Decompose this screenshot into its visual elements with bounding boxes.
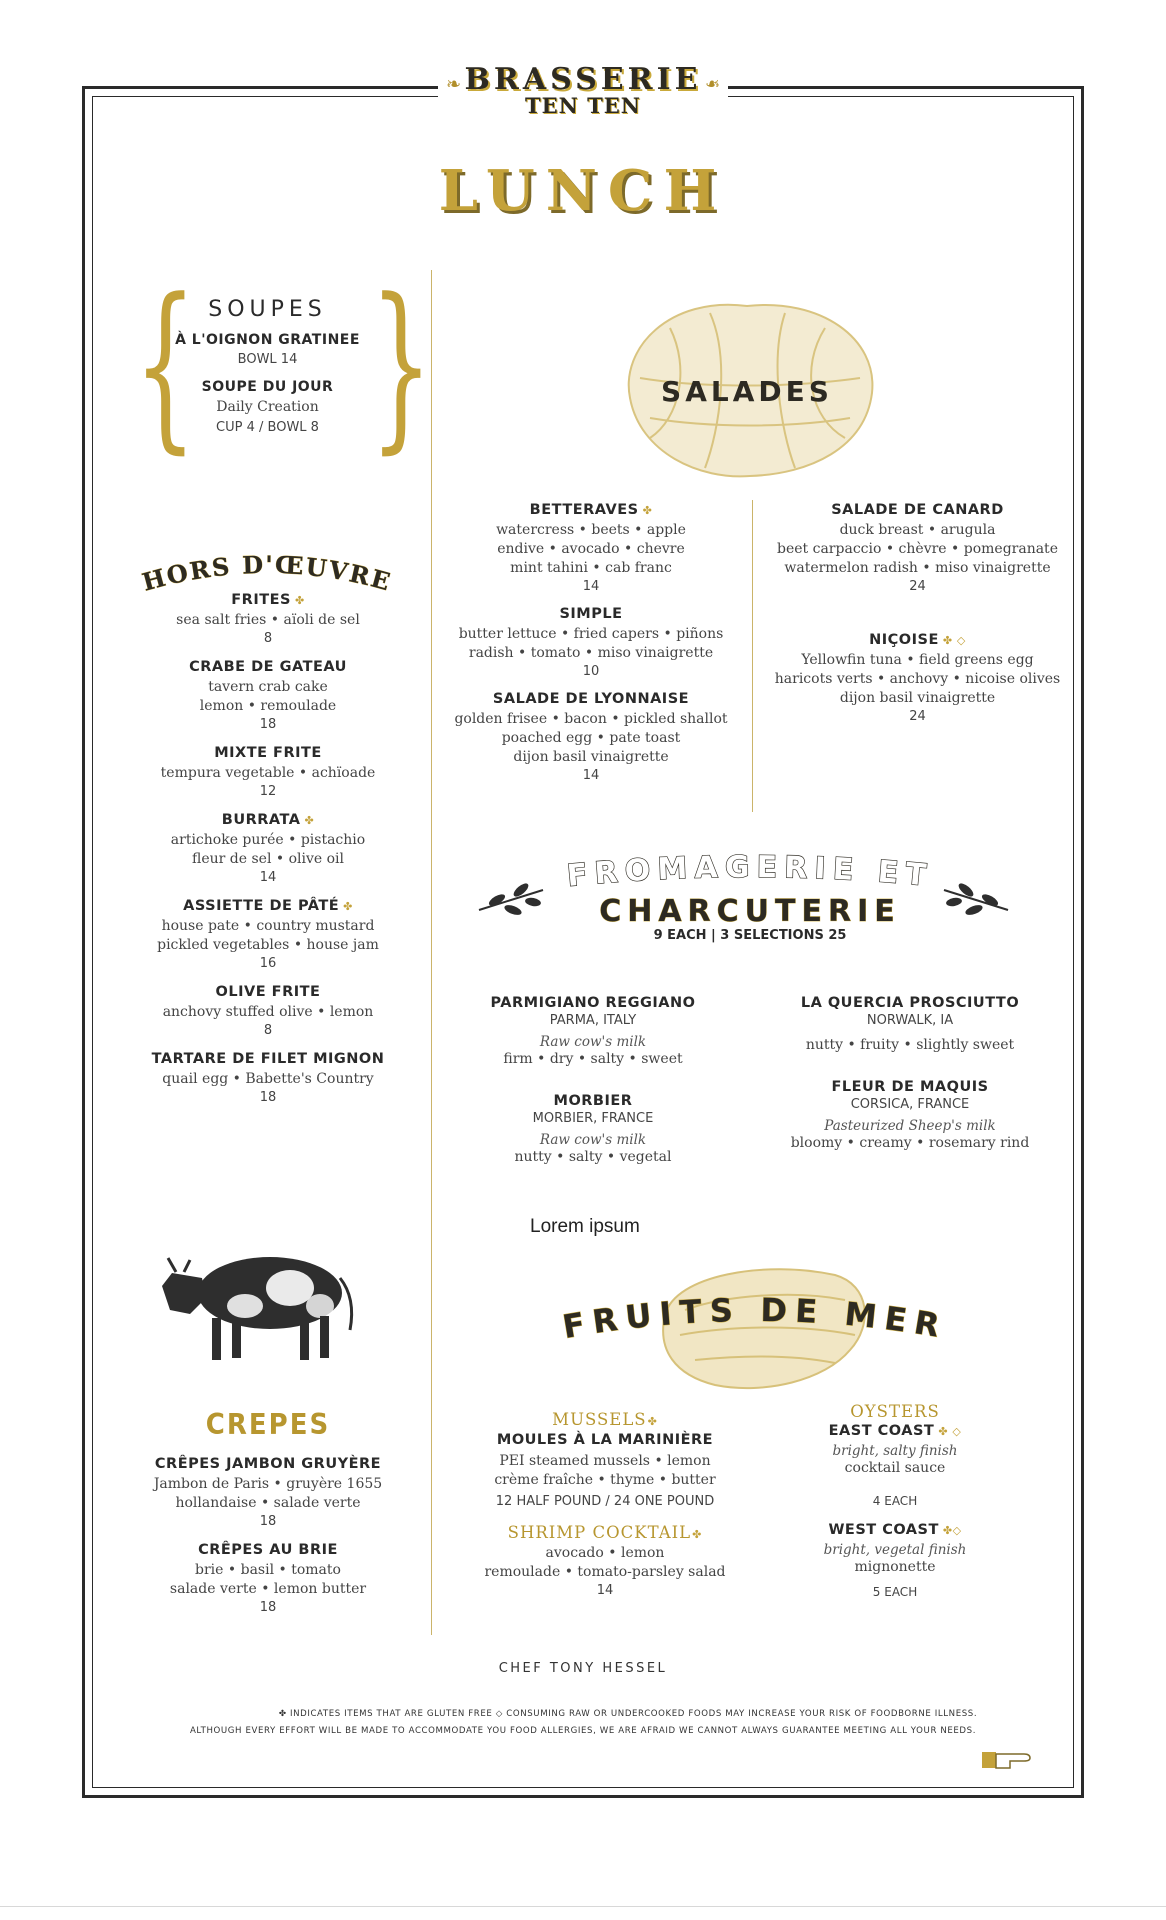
salades-heading: SALADES xyxy=(661,375,833,408)
salades-right-list xyxy=(765,502,1070,762)
item-name-text: BETTERAVES xyxy=(529,502,639,518)
item-price: 10 xyxy=(582,664,600,679)
item-desc: house pate • country mustard xyxy=(161,918,375,934)
item-name xyxy=(148,898,388,914)
item-desc: mint tahini • cab franc xyxy=(510,560,672,576)
item-desc: brie • basil • tomato xyxy=(195,1562,341,1578)
item-desc: radish • tomato • miso vinaigrette xyxy=(468,645,714,661)
gluten-free-icon: ✤ ◇ xyxy=(938,1425,962,1438)
item-desc: Yellowfin tuna • field greens egg xyxy=(801,652,1034,668)
fromagerie-pricing: 9 EACH | 3 SELECTIONS 25 xyxy=(653,928,847,943)
cheese-origin: NORWALK, IA xyxy=(866,1013,954,1028)
item-desc: haricots verts • anchovy • nicoise olives xyxy=(774,671,1061,687)
menu-item xyxy=(445,606,737,679)
allergy-disclaimer: ALTHOUGH EVERY EFFORT WILL BE MADE TO ACCOMMODATE YOU FOOD ALLERGIES, WE ARE AFRAID WE CANNOT ALWAYS GUARANTEE MEETING ALL YOUR NEEDS. xyxy=(189,1726,977,1736)
hors-list xyxy=(148,592,388,1118)
cheese-item xyxy=(458,1093,728,1167)
item-name-text: CRÊPES JAMBON GRUYÈRE xyxy=(154,1456,382,1472)
footer-notes xyxy=(110,1706,1056,1740)
item-name xyxy=(445,606,737,622)
fromagerie-heading xyxy=(540,846,960,926)
cheese-item xyxy=(760,995,1060,1055)
item-price: 18 xyxy=(259,1600,277,1615)
mussels-section xyxy=(455,1410,755,1598)
gluten-free-icon: ✤ xyxy=(692,1528,703,1541)
item-price: 14 xyxy=(582,579,600,594)
bracket-right-icon: } xyxy=(369,261,433,470)
item-desc: tempura vegetable • achïoade xyxy=(160,765,376,781)
item-price: 14 xyxy=(582,768,600,783)
item-desc: pickled vegetables • house jam xyxy=(157,937,379,953)
item-name xyxy=(148,592,388,608)
menu-item xyxy=(765,632,1070,724)
item-name xyxy=(148,984,388,1000)
oyster-name-text: WEST COAST xyxy=(828,1522,939,1538)
cheese-name: FLEUR DE MAQUIS xyxy=(831,1079,989,1095)
cheese-name: LA QUERCIA PROSCIUTTO xyxy=(800,995,1020,1011)
gluten-free-icon: ✤ xyxy=(647,1415,658,1428)
salad-column-divider xyxy=(752,500,753,812)
chef-credit: CHEF TONY HESSEL xyxy=(498,1661,668,1676)
mussels-price: 12 HALF POUND / 24 ONE POUND xyxy=(495,1494,715,1509)
item-desc: watercress • beets • apple xyxy=(496,522,686,538)
gluten-free-icon: ✤ xyxy=(295,594,305,607)
item-name-text: CRÊPES AU BRIE xyxy=(198,1542,338,1558)
cheese-notes: nutty • fruity • slightly sweet xyxy=(805,1037,1015,1053)
gluten-free-icon: ✤ ◇ xyxy=(942,634,966,647)
laurel-left-icon: ❧ xyxy=(446,74,462,95)
item-price: 18 xyxy=(259,717,277,732)
menu-item xyxy=(148,1051,388,1105)
item-name-text: OLIVE FRITE xyxy=(215,984,321,1000)
item-desc: salade verte • lemon butter xyxy=(169,1581,367,1597)
menu-item xyxy=(148,659,388,732)
menu-item xyxy=(148,745,388,799)
item-desc: sea salt fries • aïoli de sel xyxy=(176,612,360,628)
shrimp-heading: SHRIMP COCKTAIL xyxy=(507,1523,692,1542)
item-desc: fleur de sel • olive oil xyxy=(192,851,344,867)
item-price: 8 xyxy=(263,631,273,646)
cheese-origin: PARMA, ITALY xyxy=(549,1013,637,1028)
item-desc: anchovy stuffed olive • lemon xyxy=(162,1004,374,1020)
placeholder-text: Lorem ipsum xyxy=(530,1216,640,1237)
gluten-free-icon: ✤ xyxy=(304,814,315,827)
gluten-free-icon: ✤ xyxy=(642,504,653,517)
menu-item xyxy=(445,691,737,783)
item-desc: Jambon de Paris • gruyère 1655 xyxy=(153,1476,383,1492)
bracket-left-icon: { xyxy=(133,261,197,470)
item-name-text: FRITES xyxy=(231,592,291,608)
item-desc: watermelon radish • miso vinaigrette xyxy=(784,560,1051,576)
item-desc: beet carpaccio • chèvre • pomegranate xyxy=(777,541,1058,557)
item-price: 24 xyxy=(909,579,926,594)
cheese-name: PARMIGIANO REGGIANO xyxy=(490,995,696,1011)
item-name-text: SALADE DE CANARD xyxy=(831,502,1004,518)
cheese-notes: nutty • salty • vegetal xyxy=(514,1149,672,1165)
cheese-milk: Raw cow's milk xyxy=(539,1132,647,1148)
item-price: 18 xyxy=(259,1514,277,1529)
oyster-sauce: cocktail sauce xyxy=(844,1460,946,1476)
laurel-right-icon: ❧ xyxy=(704,74,720,95)
oyster-item xyxy=(790,1522,1000,1599)
fruits-heading-text: FRUITS DE MER xyxy=(559,1290,951,1346)
soupe-name: SOUPE DU JOUR xyxy=(201,379,334,395)
oyster-note: bright, vegetal finish xyxy=(823,1542,967,1558)
soupes-section xyxy=(160,297,375,435)
soupes-heading: SOUPES xyxy=(208,297,327,322)
item-desc: lemon • remoulade xyxy=(199,698,337,714)
mussels-name: MOULES À LA MARINIÈRE xyxy=(496,1432,714,1448)
item-name-text: NIÇOISE xyxy=(869,632,939,648)
salades-left-list xyxy=(445,502,737,795)
menu-item xyxy=(148,592,388,646)
shrimp-desc: avocado • lemon xyxy=(545,1545,665,1561)
fruits-heading xyxy=(545,1282,965,1352)
item-desc: butter lettuce • fried capers • piñons xyxy=(458,626,724,642)
item-desc: dijon basil vinaigrette xyxy=(839,690,996,706)
crepes-heading: CREPES xyxy=(205,1408,331,1442)
soupe-price: BOWL 14 xyxy=(237,352,298,367)
oyster-name-text: EAST COAST xyxy=(828,1423,935,1439)
item-name-text: BURRATA xyxy=(221,812,301,828)
item-name-text: MIXTE FRITE xyxy=(214,745,322,761)
olive-branch-icon xyxy=(475,870,547,930)
item-price: 8 xyxy=(263,1023,273,1038)
item-name xyxy=(445,502,737,518)
item-name-text: SIMPLE xyxy=(559,606,623,622)
item-name xyxy=(148,1542,388,1558)
fromagerie-left-list xyxy=(458,995,728,1167)
brasserie-logo xyxy=(438,60,728,128)
menu-item xyxy=(765,502,1070,594)
cheese-name: MORBIER xyxy=(553,1093,633,1109)
cheese-notes: firm • dry • salty • sweet xyxy=(503,1051,683,1067)
pointing-hand-icon xyxy=(980,1748,1034,1772)
menu-item xyxy=(148,1542,388,1615)
item-name-text: SALADE DE LYONNAISE xyxy=(492,691,690,707)
item-name-text: TARTARE DE FILET MIGNON xyxy=(151,1051,385,1067)
item-desc: endive • avocado • chevre xyxy=(497,541,685,557)
item-desc: hollandaise • salade verte xyxy=(175,1495,361,1511)
item-name xyxy=(148,812,388,828)
soupe-desc: Daily Creation xyxy=(216,399,319,415)
item-name xyxy=(765,502,1070,518)
item-price: 18 xyxy=(259,1090,277,1105)
cheese-origin: MORBIER, FRANCE xyxy=(532,1111,654,1126)
svg-text:FROMAGERIE ET xyxy=(566,850,935,894)
cheese-item xyxy=(458,995,728,1069)
oyster-price: 4 EACH xyxy=(872,1494,918,1508)
oyster-note: bright, salty finish xyxy=(832,1443,958,1459)
item-price: 12 xyxy=(259,784,277,799)
fromagerie-line2: CHARCUTERIE xyxy=(599,894,901,926)
item-name xyxy=(445,691,737,707)
logo-title: BRASSERIE xyxy=(464,62,702,97)
menu-title: LUNCH xyxy=(438,158,728,224)
logo-subtitle: TEN TEN xyxy=(525,93,641,118)
item-desc: poached egg • pate toast xyxy=(501,730,681,746)
cheese-notes: bloomy • creamy • rosemary rind xyxy=(790,1135,1030,1151)
mussels-heading: MUSSELS xyxy=(552,1410,647,1429)
item-name-text: ASSIETTE DE PÂTÉ xyxy=(183,898,340,914)
gluten-free-icon: ✤ xyxy=(343,900,353,913)
crepes-list xyxy=(148,1456,388,1615)
item-desc: quail egg • Babette's Country xyxy=(162,1071,374,1087)
item-price: 16 xyxy=(259,956,277,971)
item-desc: duck breast • arugula xyxy=(839,522,996,538)
soupe-price: CUP 4 / BOWL 8 xyxy=(216,420,319,435)
crepes-section xyxy=(148,1410,388,1628)
oyster-name xyxy=(790,1423,1000,1439)
item-price: 24 xyxy=(909,709,926,724)
allergen-legend: ✤ INDICATES ITEMS THAT ARE GLUTEN FREE ◇ CONSUMING RAW OR UNDERCOOKED FOODS MAY INCREASE YOUR RISK OF FOODBORNE ILLNESS. xyxy=(278,1709,978,1719)
item-desc: artichoke purée • pistachio xyxy=(170,832,366,848)
soupe-name: À L'OIGNON GRATINEE xyxy=(175,332,360,348)
cheese-item xyxy=(760,1079,1060,1153)
item-desc: tavern crab cake xyxy=(208,679,328,695)
menu-item xyxy=(148,812,388,885)
menu-item xyxy=(445,502,737,594)
fromagerie-line1: FROMAGERIE ET xyxy=(565,849,935,895)
mussels-desc: PEI steamed mussels • lemon xyxy=(499,1453,711,1469)
oysters-section xyxy=(790,1402,1000,1599)
page-bottom-rule xyxy=(0,1906,1166,1907)
menu-item xyxy=(148,984,388,1038)
cheese-milk: Pasteurized Sheep's milk xyxy=(824,1118,996,1134)
shrimp-price: 14 xyxy=(596,1583,614,1598)
menu-item xyxy=(148,1456,388,1529)
cheese-milk: Raw cow's milk xyxy=(539,1034,647,1050)
oyster-price: 5 EACH xyxy=(872,1585,918,1599)
svg-text:FRUITS DE MER xyxy=(560,1291,950,1346)
item-name-text: CRABE DE GATEAU xyxy=(189,659,347,675)
item-desc: golden frisee • bacon • pickled shallot xyxy=(454,711,728,727)
oysters-heading: OYSTERS xyxy=(850,1402,940,1421)
item-name xyxy=(148,659,388,675)
item-name xyxy=(148,1051,388,1067)
item-name xyxy=(765,632,1070,648)
svg-text:HORS D'ŒUVRE xyxy=(139,550,395,597)
oyster-item xyxy=(790,1423,1000,1508)
item-price: 14 xyxy=(259,870,277,885)
cabbage-illustration xyxy=(610,288,885,488)
menu-item xyxy=(148,898,388,971)
item-desc: dijon basil vinaigrette xyxy=(513,749,669,765)
column-divider xyxy=(431,270,432,1635)
item-name xyxy=(148,1456,388,1472)
item-name xyxy=(148,745,388,761)
hors-heading-text: HORS D'ŒUVRE xyxy=(139,549,396,597)
oyster-name xyxy=(790,1522,1000,1538)
hors-heading-arc xyxy=(132,548,402,598)
cow-illustration xyxy=(150,1218,365,1368)
fromagerie-right-list xyxy=(760,995,1060,1153)
cheese-origin: CORSICA, FRANCE xyxy=(850,1097,970,1112)
oysters-list xyxy=(790,1423,1000,1599)
shrimp-desc: remoulade • tomato-parsley salad xyxy=(484,1564,726,1580)
gluten-free-icon: ✤◇ xyxy=(942,1524,962,1537)
oyster-sauce: mignonette xyxy=(854,1559,936,1575)
mussels-desc: crème fraîche • thyme • butter xyxy=(494,1472,716,1488)
